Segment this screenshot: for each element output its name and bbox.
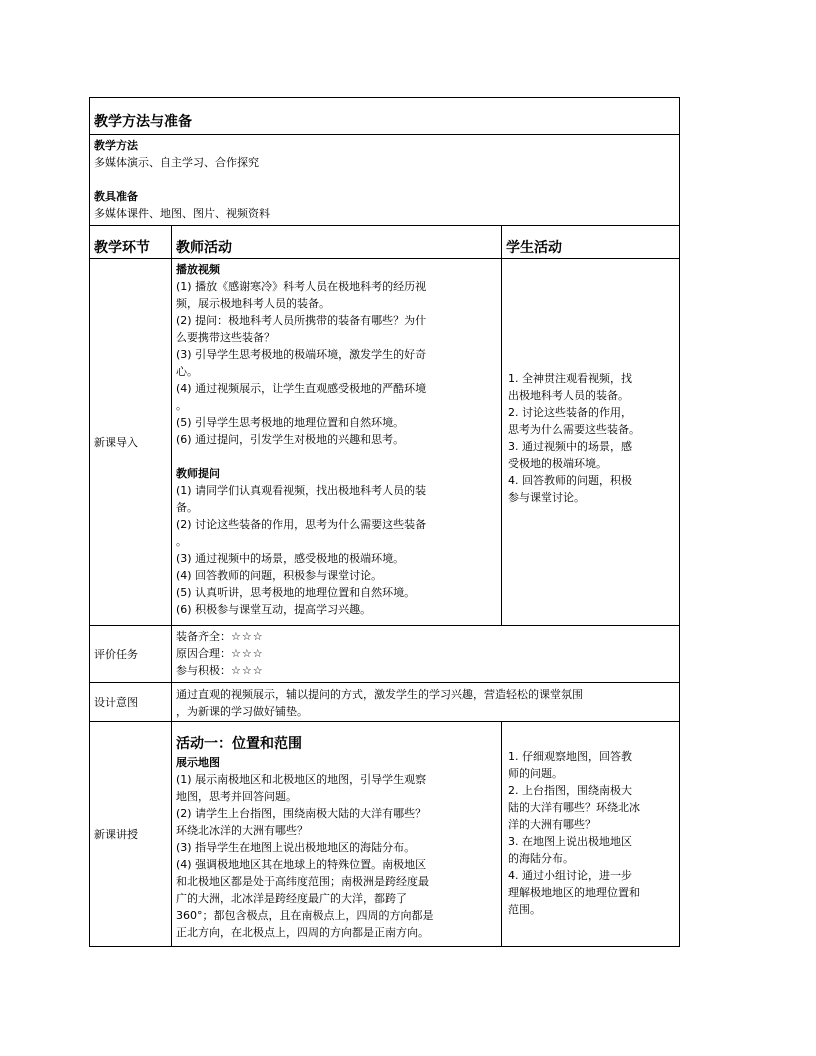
evaluation-row <box>90 626 680 683</box>
teaching-student-activity <box>508 748 675 918</box>
student-activity-line: 师的问题。 <box>508 767 563 780</box>
activity-line: (4) 强调极地地区其在地球上的特殊位置。南极地区 <box>176 858 427 871</box>
activity-line: (6) 通过提问，引发学生对极地的兴趣和思考。 <box>176 433 405 446</box>
intro-teacher-activity <box>176 261 497 618</box>
student-activity-line: 洋的大洲有哪些？ <box>508 818 596 831</box>
stage-teaching: 新课讲授 <box>94 827 138 841</box>
activity-line: (5) 认真听讲，思考极地的地理位置和自然环境。 <box>176 586 416 599</box>
section-intro-row <box>90 259 680 626</box>
activity-subheading: 展示地图 <box>176 756 220 769</box>
student-activity-line: 3. 在地图上说出极地地区 <box>508 835 632 848</box>
prep-value: 多媒体课件、地图、图片、视频资料 <box>94 207 270 220</box>
activity-title: 活动一：位置和范围 <box>176 736 302 752</box>
star-rating-icon: ☆☆☆ <box>231 630 264 643</box>
student-activity-line: 陆的大洋有哪些？环绕北冰 <box>508 801 640 814</box>
teaching-teacher-activity <box>176 754 497 941</box>
method-value: 多媒体演示、自主学习、合作探究 <box>94 156 259 169</box>
star-rating-icon: ☆☆☆ <box>231 647 264 660</box>
evaluation-items <box>176 628 675 679</box>
activity-line: (1) 播放《感谢寒冷》科考人员在极地科考的经历视 <box>176 280 427 293</box>
prep-label: 教具准备 <box>94 190 138 203</box>
student-activity-line: 范围。 <box>508 903 541 916</box>
student-activity-line: 的海陆分布。 <box>508 852 574 865</box>
activity-line: (3) 通过视频中的场景，感受极地的极端环境。 <box>176 552 405 565</box>
star-rating-icon: ☆☆☆ <box>231 664 264 677</box>
design-line: ，为新课的学习做好铺垫。 <box>176 705 308 718</box>
stage-intro: 新课导入 <box>94 435 138 449</box>
activity-line: (2) 讨论这些装备的作用，思考为什么需要这些装备 <box>176 518 427 531</box>
activity-subheading: 教师提问 <box>176 467 220 480</box>
activity-line: (2) 提问：极地科考人员所携带的装备有哪些？为什 <box>176 314 427 327</box>
activity-line: (4) 通过视频展示，让学生直观感受极地的严酷环境 <box>176 382 427 395</box>
header-teacher: 教师活动 <box>176 240 232 256</box>
activity-line: (4) 回答教师的问题，积极参与课堂讨论。 <box>176 569 383 582</box>
activity-line: 。 <box>176 399 187 412</box>
activity-line: (3) 指导学生在地图上说出极地地区的海陆分布。 <box>176 841 416 854</box>
activity-line: 环绕北冰洋的大洲有哪些？ <box>176 824 308 837</box>
evaluation-item <box>176 628 675 645</box>
activity-line: 正北方向，在北极点上，四周的方向都是正南方向。 <box>176 926 429 939</box>
student-activity-line: 理解极地地区的地理位置和 <box>508 886 640 899</box>
activity-line: 频，展示极地科考人员的装备。 <box>176 297 330 310</box>
activity-line: 么要携带这些装备？ <box>176 331 275 344</box>
student-activity-line: 4. 回答教师的问题，积极 <box>508 474 632 487</box>
evaluation-label: 参与积极： <box>176 664 231 677</box>
section-teaching-row <box>90 722 680 947</box>
student-activity-line: 2. 讨论这些装备的作用， <box>508 406 632 419</box>
methods-content-row <box>90 135 680 226</box>
methods-title-row <box>90 98 680 135</box>
stage-evaluation: 评价任务 <box>94 647 138 661</box>
activity-line: (1) 展示南极地区和北极地区的地图，引导学生观察 <box>176 773 427 786</box>
header-stage: 教学环节 <box>94 240 150 256</box>
methods-title: 教学方法与准备 <box>94 114 192 130</box>
lesson-plan-document <box>89 97 679 947</box>
activity-line: (1) 请同学们认真观看视频，找出极地科考人员的装 <box>176 484 427 497</box>
intro-student-activity <box>508 370 675 506</box>
evaluation-label: 装备齐全： <box>176 630 231 643</box>
student-activity-line: 参与课堂讨论。 <box>508 491 585 504</box>
student-activity-line: 受极地的极端环境。 <box>508 457 607 470</box>
table-header-row <box>90 226 680 259</box>
student-activity-line: 2. 上台指图，围绕南极大 <box>508 784 632 797</box>
activity-line: 心。 <box>176 365 198 378</box>
stage-design: 设计意图 <box>94 695 138 709</box>
activity-line: 广的大洲，北冰洋是跨经度最广的大洋，都跨了 <box>176 892 407 905</box>
activity-line: (3) 引导学生思考极地的极端环境，激发学生的好奇 <box>176 348 427 361</box>
activity-line: 。 <box>176 535 187 548</box>
activity-line: (2) 请学生上台指图，围绕南极大陆的大洋有哪些？ <box>176 807 427 820</box>
activity-line: (6) 积极参与课堂互动，提高学习兴趣。 <box>176 603 372 616</box>
header-student: 学生活动 <box>506 240 562 256</box>
student-activity-line: 出极地科考人员的装备。 <box>508 389 629 402</box>
student-activity-line: 3. 通过视频中的场景，感 <box>508 440 632 453</box>
design-line: 通过直观的视频展示，辅以提问的方式，激发学生的学习兴趣，营造轻松的课堂氛围 <box>176 688 583 701</box>
design-intent <box>176 686 675 720</box>
spacer <box>94 171 675 188</box>
activity-line: 360°；都包含极点，且在南极点上，四周的方向都是 <box>176 909 434 922</box>
lesson-plan-table <box>89 97 680 947</box>
evaluation-item <box>176 645 675 662</box>
activity-subheading: 播放视频 <box>176 263 220 276</box>
evaluation-label: 原因合理： <box>176 647 231 660</box>
spacer <box>176 448 497 465</box>
activity-line: 地图，思考并回答问题。 <box>176 790 297 803</box>
evaluation-item <box>176 662 675 679</box>
activity-line: (5) 引导学生思考极地的地理位置和自然环境。 <box>176 416 405 429</box>
student-activity-line: 1. 全神贯注观看视频，找 <box>508 372 632 385</box>
method-label: 教学方法 <box>94 139 138 152</box>
student-activity-line: 思考为什么需要这些装备。 <box>508 423 640 436</box>
activity-line: 和北极地区都是处于高纬度范围；南极洲是跨经度最 <box>176 875 429 888</box>
student-activity-line: 4. 通过小组讨论，进一步 <box>508 869 632 882</box>
design-row <box>90 683 680 722</box>
student-activity-line: 1. 仔细观察地图，回答教 <box>508 750 632 763</box>
activity-line: 备。 <box>176 501 198 514</box>
